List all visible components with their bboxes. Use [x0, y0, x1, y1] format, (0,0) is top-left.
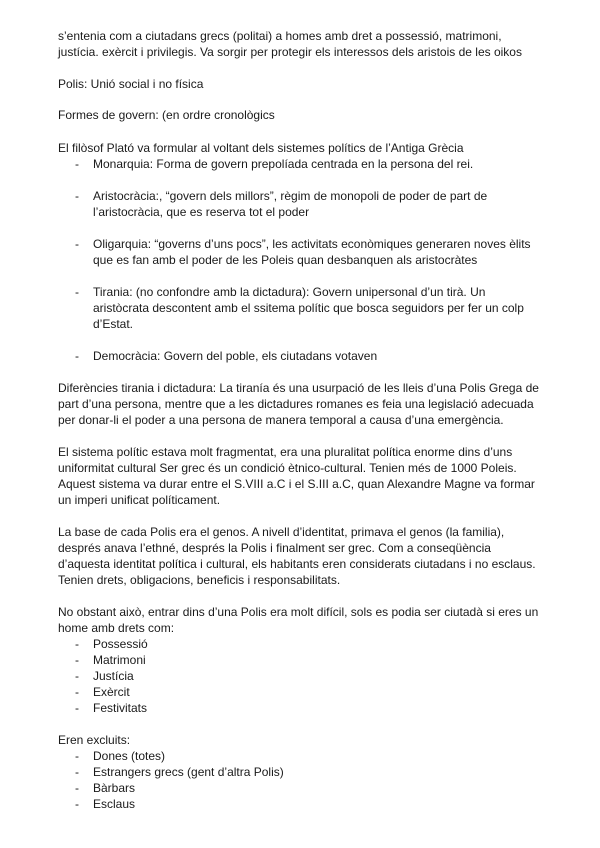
bullet-dash: -: [75, 237, 79, 251]
text-line: Oligarquia: “governs d’uns pocs”, les activitats econòmiques generaren noves èlits: [93, 237, 531, 251]
bullet-dash: -: [75, 189, 79, 203]
text-line: s’entenia com a ciutadans grecs (politai) a homes amb dret a possessió, matrimoni,: [58, 29, 502, 43]
text-line: Exèrcit: [93, 685, 130, 699]
bullet-dash: -: [75, 797, 79, 811]
list-item: [58, 348, 558, 364]
text-line: La base de cada Polis era el genos. A nivell d’identitat, primava el genos (la familia),: [58, 525, 505, 539]
list-item: [58, 796, 558, 812]
list-item: [58, 684, 558, 700]
bullet-dash: -: [75, 157, 79, 171]
intro-paragraph: [58, 28, 558, 60]
text-line: Justícia: [93, 669, 134, 683]
text-line: aristòcrata descontent amb el ssitema polític que bosca seguidors per fer un colp: [93, 301, 524, 315]
plato-intro: El filòsof Plató va formular al voltant dels sistemes polítics de l’Antiga Grècia: [58, 141, 464, 155]
text-line: Aquest sistema va durar entre el S.VIII a.C i el S.III a.C, quan Alexandre Magne va formar: [58, 477, 535, 491]
list-item: [58, 780, 558, 796]
polis-definition: Polis: Unió social i no física: [58, 77, 204, 91]
bullet-dash: -: [75, 349, 79, 363]
text-line: després anava l’ethné, després la Polis i finalment ser grec. Com a conseqüència: [58, 541, 491, 555]
text-line: uniformitat cultural Ser grec és un condició ètnico-cultural. Tenien més de 1000 Poleis.: [58, 461, 517, 475]
text-line: l’aristocràcia, que es reserva tot el poder: [93, 205, 310, 219]
text-line: Estrangers grecs (gent d’altra Polis): [93, 765, 284, 779]
list-item: [58, 156, 558, 172]
text-line: d’aquesta identitat política i cultural, els habitants eren considerats ciutadans i no esclaus.: [58, 557, 536, 571]
text-line: un imperi unificat políticament.: [58, 493, 221, 507]
list-item: [58, 236, 558, 268]
text-line: Dones (totes): [93, 749, 166, 763]
text-line: Aristocràcia:, “govern dels millors”, règim de monopoli de poder de part de: [93, 189, 488, 203]
list-item: [58, 748, 558, 764]
diferencies-paragraph: [58, 380, 558, 428]
text-line: d’Estat.: [93, 317, 134, 331]
text-line: per donar-li el poder a una persona de manera temporal a causa d’una emergència.: [58, 413, 504, 427]
text-line: Possessió: [93, 637, 148, 651]
text-line: que es fan amb el poder de les Poleis quan desbanquen als aristocràtes: [93, 253, 478, 267]
bullet-dash: -: [75, 749, 79, 763]
bullet-dash: -: [75, 669, 79, 683]
list-item: [58, 700, 558, 716]
text-line: El sistema polític estava molt fragmentat, era una pluralitat política enorme dins d’uns: [58, 445, 513, 459]
bullet-dash: -: [75, 701, 79, 715]
text-line: Matrimoni: [93, 653, 146, 667]
text-line: Democràcia: Govern del poble, els ciutadans votaven: [93, 349, 378, 363]
bullet-dash: -: [75, 765, 79, 779]
text-line: part d’una persona, mentre que a les dictadures romanes es feia una legislació adecuada: [58, 397, 534, 411]
list-item: [58, 652, 558, 668]
bullet-dash: -: [75, 653, 79, 667]
list-item: [58, 188, 558, 220]
bullet-dash: -: [75, 781, 79, 795]
base-paragraph: [58, 524, 558, 588]
text-line: home amb drets com:: [58, 621, 175, 635]
text-line: Bàrbars: [93, 781, 136, 795]
sistema-paragraph: [58, 444, 558, 508]
list-item: [58, 636, 558, 652]
list-item: [58, 668, 558, 684]
text-line: Esclaus: [93, 797, 136, 811]
text-line: No obstant això, entrar dins d’una Polis era molt difícil, sols es podia ser ciutadà si eres un: [58, 605, 539, 619]
bullet-dash: -: [75, 685, 79, 699]
bullet-dash: -: [75, 637, 79, 651]
text-line: Festivitats: [93, 701, 148, 715]
text-line: Tenien drets, obligacions, beneficis i responsabilitats.: [58, 573, 341, 587]
exclosos-heading: Eren excluits:: [58, 733, 131, 747]
bullet-dash: -: [75, 285, 79, 299]
list-item: [58, 284, 558, 332]
text-line: Tirania: (no confondre amb la dictadura): Govern unipersonal d’un tirà. Un: [93, 285, 486, 299]
text-line: justícia. exèrcit i privilegis. Va sorgir per protegir els interessos dels aristois de les oikos: [58, 45, 522, 59]
text-line: Diferències tirania i dictadura: La tiranía és una usurpació de les lleis d’una Polis Grega de: [58, 381, 539, 395]
noobstant-paragraph: [58, 604, 558, 636]
text-line: Monarquia: Forma de govern prepolíada centrada en la persona del rei.: [93, 157, 474, 171]
formes-heading: Formes de govern: (en ordre cronològics: [58, 108, 275, 122]
list-item: [58, 764, 558, 780]
